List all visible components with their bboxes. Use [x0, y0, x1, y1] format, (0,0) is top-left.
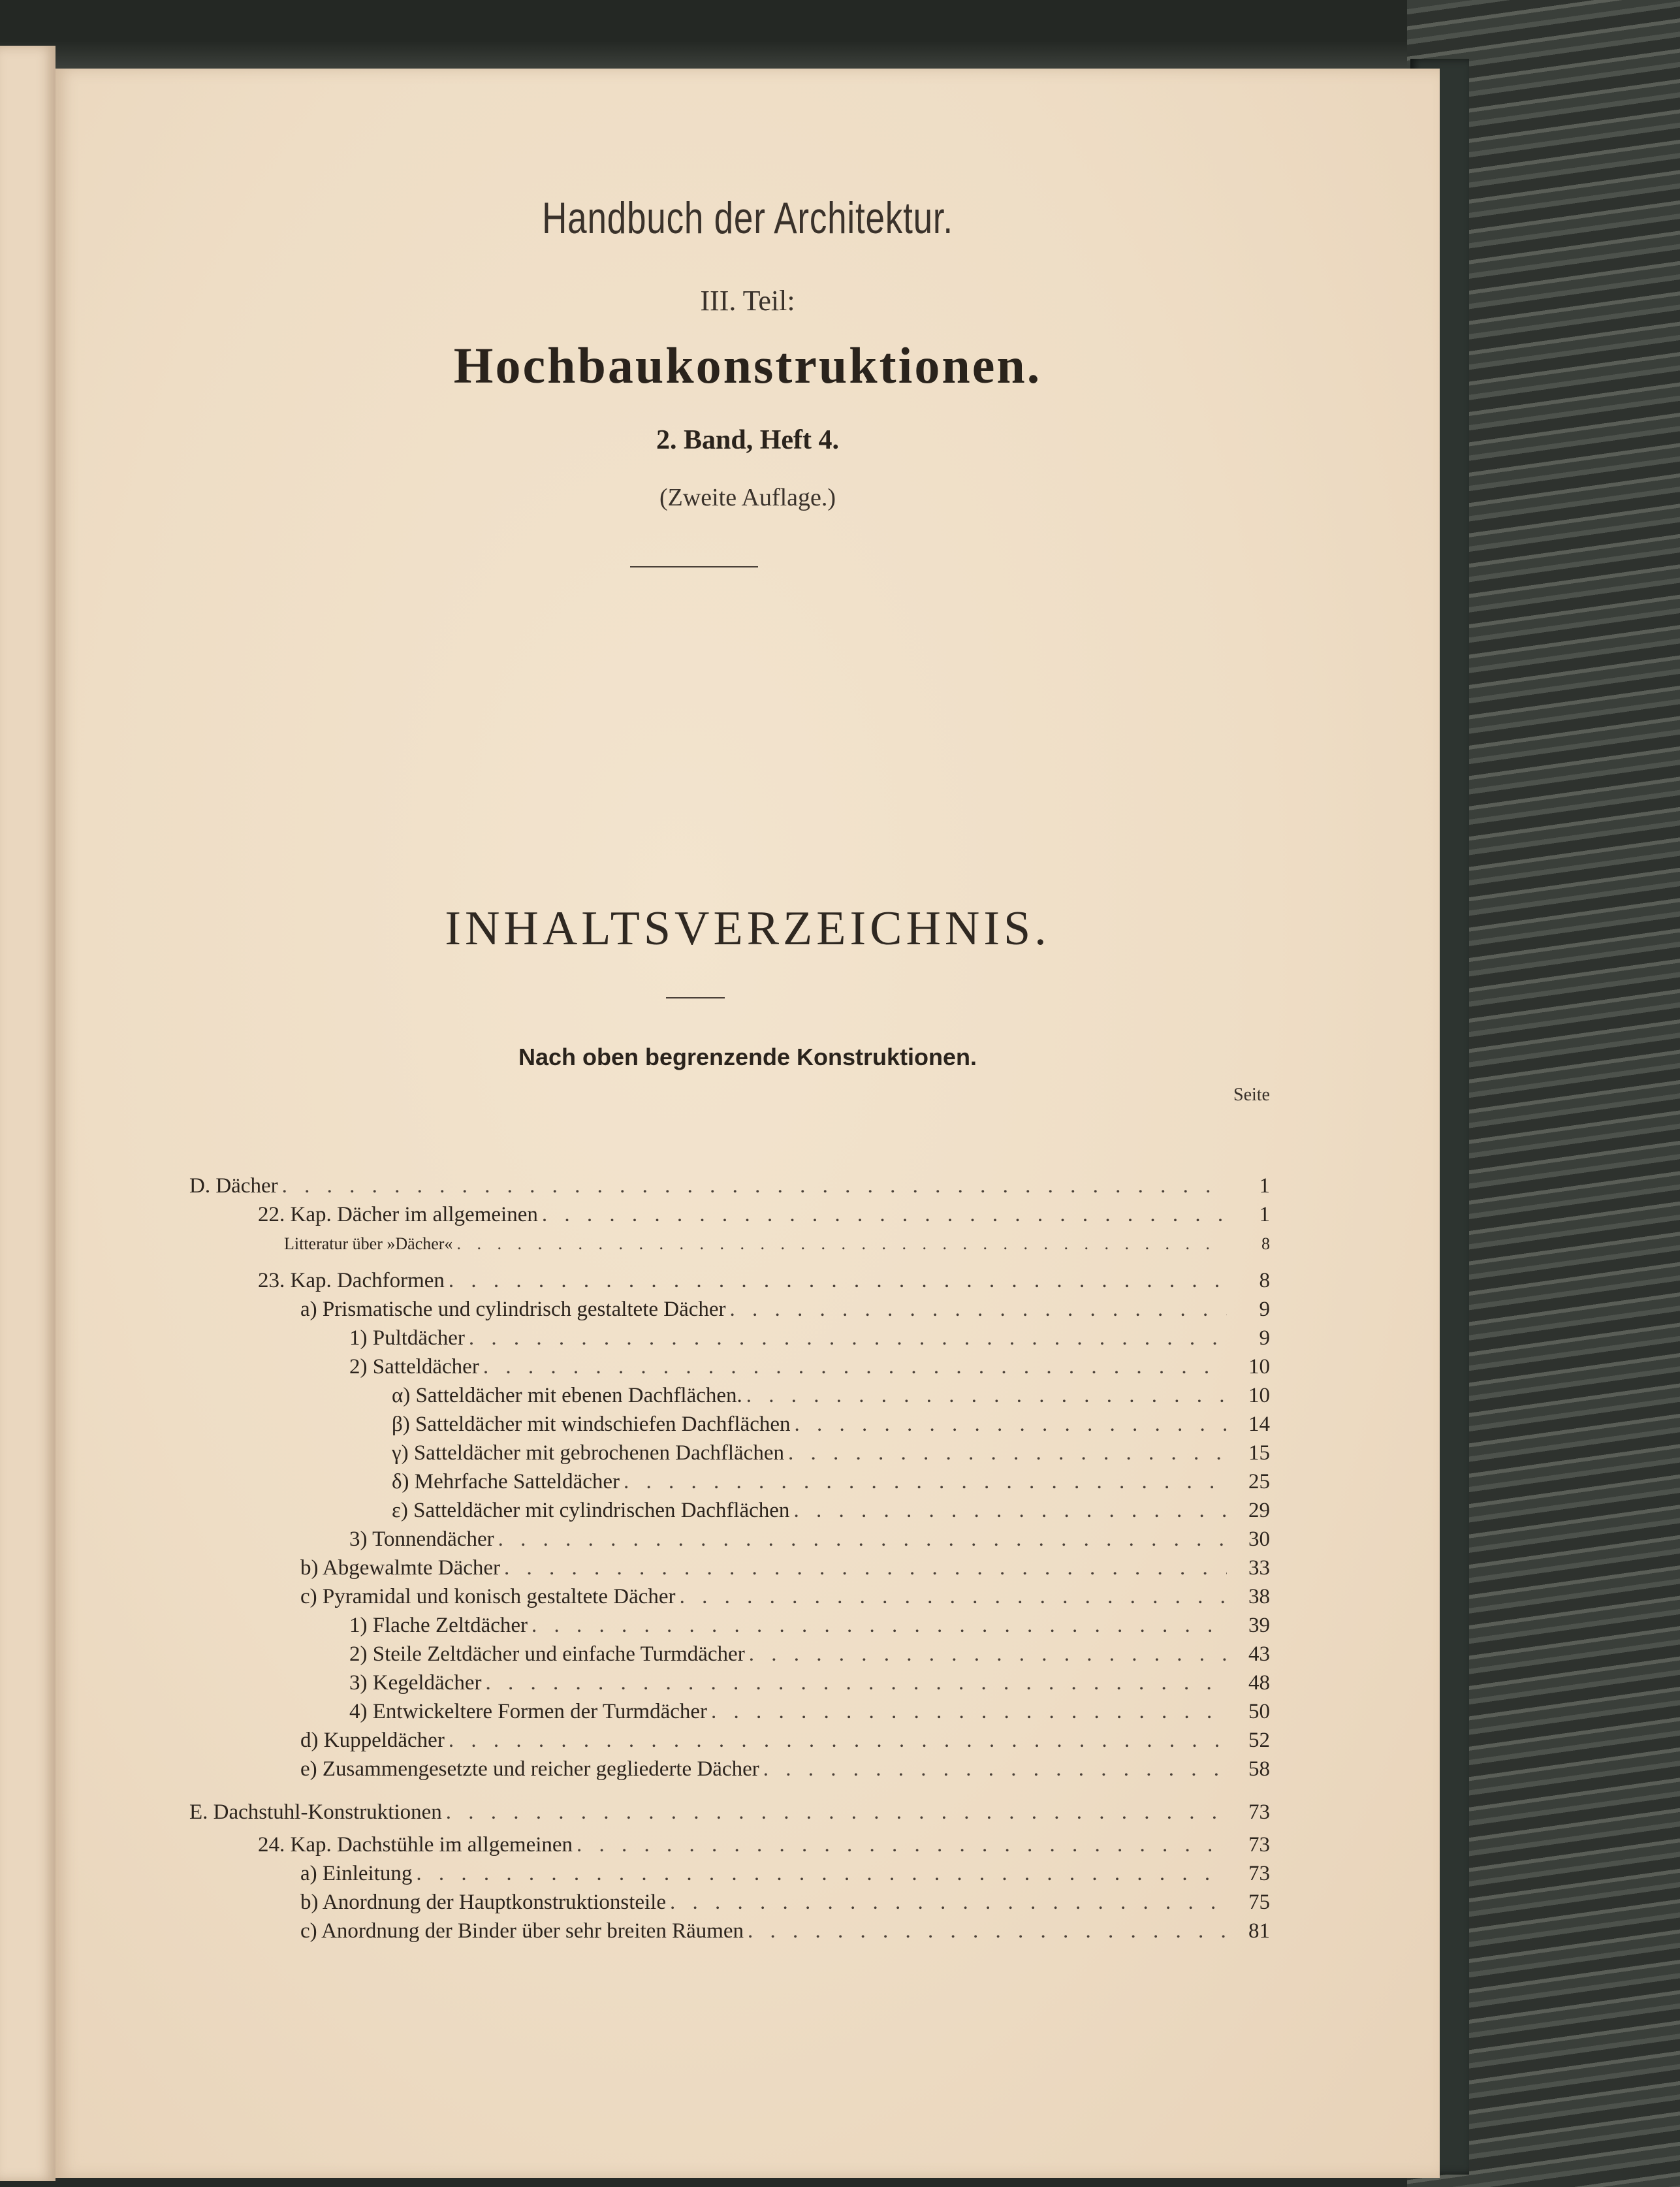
toc-entry-page: 1 [1259, 1203, 1270, 1226]
toc-entry-page: 25 [1248, 1470, 1270, 1493]
toc-entry-page: 48 [1248, 1671, 1270, 1695]
book-page [55, 69, 1440, 2178]
toc-entry-page: 43 [1248, 1642, 1270, 1666]
page-column-label: Seite [1233, 1085, 1270, 1105]
toc-entry-label: δ) Mehrfache Satteldächer [392, 1470, 620, 1493]
toc-entry-label: 3) Kegeldächer [349, 1671, 482, 1695]
part-label: III. Teil: [700, 285, 795, 317]
toc-entry-label: 2) Steile Zeltdächer und einfache Turmdächer [349, 1642, 745, 1666]
leader-dots [485, 1671, 1227, 1695]
leader-dots [730, 1298, 1227, 1322]
toc-entry [300, 1919, 1270, 1943]
toc-entry [349, 1671, 1270, 1695]
toc-entry [392, 1413, 1270, 1437]
toc-entry [189, 1800, 1270, 1825]
toc-entry [392, 1470, 1270, 1494]
leader-dots [795, 1413, 1227, 1437]
toc-entry [300, 1862, 1270, 1886]
toc-entry [349, 1326, 1270, 1350]
toc-entry-label: Litteratur über »Dächer« [284, 1234, 453, 1253]
toc-entry-label: 1) Flache Zeltdächer [349, 1614, 528, 1637]
leader-dots [483, 1355, 1227, 1379]
leader-dots [446, 1800, 1227, 1825]
toc-entry-label: 2) Satteldächer [349, 1355, 479, 1379]
toc-entry-page: 50 [1248, 1700, 1270, 1723]
toc-entry-label: b) Abgewalmte Dächer [300, 1556, 501, 1580]
toc-entry [300, 1585, 1270, 1609]
toc-entry [300, 1757, 1270, 1781]
toc-entry-page: 30 [1248, 1527, 1270, 1551]
edition-label: (Zweite Auflage.) [659, 484, 836, 511]
leader-dots [577, 1833, 1227, 1857]
leader-dots [449, 1729, 1227, 1753]
leader-dots [282, 1174, 1227, 1198]
leader-dots [746, 1384, 1227, 1408]
toc-entry-label: γ) Satteldächer mit gebrochenen Dachflächen [392, 1441, 784, 1465]
leader-dots [624, 1470, 1227, 1494]
subject-title: Hochbaukonstruktionen. [453, 337, 1042, 394]
toc-entry [258, 1269, 1270, 1293]
leader-dots [793, 1499, 1227, 1523]
toc-entry-label: 1) Pultdächer [349, 1326, 465, 1350]
toc-entry-label: 24. Kap. Dachstühle im allgemeinen [258, 1833, 573, 1857]
toc-entry-label: D. Dächer [189, 1174, 278, 1198]
leader-dots [498, 1527, 1227, 1552]
toc-entry [300, 1729, 1270, 1753]
toc-entry-label: e) Zusammengesetzte und reicher gegliederte Dächer [300, 1757, 759, 1781]
toc-entry-page: 73 [1248, 1833, 1270, 1857]
toc-entry-label: d) Kuppeldächer [300, 1729, 445, 1752]
toc-entry-label: c) Anordnung der Binder über sehr breiten Räumen [300, 1919, 744, 1943]
toc-entry-page: 9 [1259, 1326, 1270, 1350]
toc-entry-page: 39 [1248, 1614, 1270, 1637]
toc-entry [392, 1384, 1270, 1408]
leader-dots [456, 1234, 1227, 1254]
toc-entry-page: 8 [1261, 1234, 1270, 1253]
toc-entry-page: 58 [1248, 1757, 1270, 1781]
toc-entry-label: c) Pyramidal und konisch gestaltete Dächer [300, 1585, 676, 1608]
toc-entry-page: 73 [1248, 1862, 1270, 1885]
leader-dots [748, 1919, 1227, 1943]
toc-entry [258, 1833, 1270, 1857]
toc-entry-page: 9 [1259, 1298, 1270, 1321]
leader-dots [670, 1891, 1227, 1915]
toc-entry-page: 1 [1259, 1174, 1270, 1198]
toc-entry [349, 1355, 1270, 1379]
toc-entry [284, 1234, 1270, 1254]
leader-dots [449, 1269, 1227, 1293]
toc-entry [349, 1700, 1270, 1724]
toc-entry-label: b) Anordnung der Hauptkonstruktionsteile [300, 1891, 667, 1914]
toc-entry-label: E. Dachstuhl-Konstruktionen [189, 1800, 442, 1824]
section-title: Nach oben begrenzende Konstruktionen. [518, 1044, 977, 1070]
toc-entry-page: 33 [1248, 1556, 1270, 1580]
leader-dots [416, 1862, 1227, 1886]
toc-entry-page: 52 [1248, 1729, 1270, 1752]
toc-entry-label: 3) Tonnendächer [349, 1527, 494, 1551]
toc-entry [300, 1556, 1270, 1580]
toc-entry [392, 1441, 1270, 1465]
leader-dots [763, 1757, 1227, 1781]
leader-dots [504, 1556, 1227, 1580]
toc-entry-page: 10 [1248, 1384, 1270, 1407]
leader-dots [788, 1441, 1227, 1465]
toc-entry-page: 81 [1248, 1919, 1270, 1943]
toc-entry-label: 4) Entwickeltere Formen der Turmdächer [349, 1700, 708, 1723]
leader-dots [542, 1203, 1227, 1227]
toc-entry-label: ε) Satteldächer mit cylindrischen Dachflächen [392, 1499, 790, 1522]
left-page-edge [0, 46, 55, 2181]
toc-entry-label: 23. Kap. Dachformen [258, 1269, 445, 1292]
toc-entry-label: α) Satteldächer mit ebenen Dachflächen. [392, 1384, 742, 1407]
leader-dots [680, 1585, 1227, 1609]
toc-entry-page: 75 [1248, 1891, 1270, 1914]
toc-entry [300, 1891, 1270, 1915]
toc-entry [258, 1203, 1270, 1227]
toc-entry-label: 22. Kap. Dächer im allgemeinen [258, 1203, 538, 1226]
leader-dots [749, 1642, 1227, 1667]
toc-entry-page: 38 [1248, 1585, 1270, 1608]
series-title: Handbuch der Architektur. [542, 193, 953, 243]
toc-entry [392, 1499, 1270, 1523]
toc-entry [349, 1527, 1270, 1552]
toc-entry [300, 1298, 1270, 1322]
toc-entry-page: 29 [1248, 1499, 1270, 1522]
volume-label: 2. Band, Heft 4. [656, 425, 839, 455]
toc-entry-label: β) Satteldächer mit windschiefen Dachflächen [392, 1413, 791, 1436]
toc-entry-page: 15 [1248, 1441, 1270, 1465]
toc-entry-label: a) Prismatische und cylindrisch gestaltete Dächer [300, 1298, 726, 1321]
toc-entry [189, 1174, 1270, 1198]
toc-entry-label: a) Einleitung [300, 1862, 413, 1885]
toc-entry-page: 10 [1248, 1355, 1270, 1379]
toc-entry-page: 73 [1248, 1800, 1270, 1824]
leader-dots [711, 1700, 1227, 1724]
leader-dots [469, 1326, 1227, 1350]
toc-entry [349, 1642, 1270, 1667]
leader-dots [531, 1614, 1227, 1638]
toc-heading: INHALTSVERZEICHNIS. [445, 902, 1051, 955]
toc-entry-page: 8 [1259, 1269, 1270, 1292]
toc-entry-page: 14 [1248, 1413, 1270, 1436]
toc-list [55, 69, 1440, 2178]
toc-entry [349, 1614, 1270, 1638]
